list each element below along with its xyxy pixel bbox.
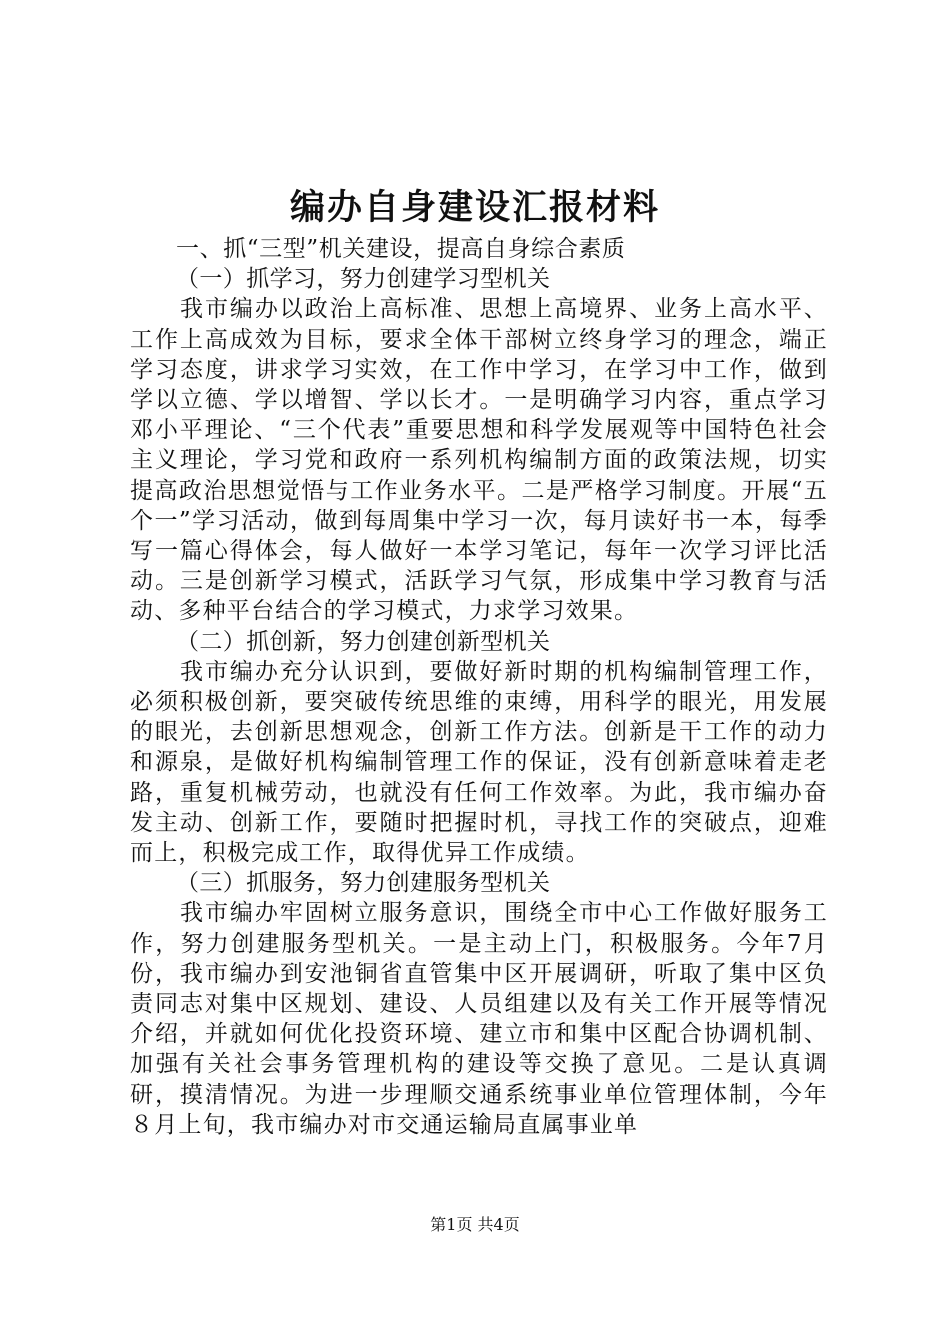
- paragraph-service: 我市编办牢固树立服务意识，围绕全市中心工作做好服务工作，努力创建服务型机关。一是主动上门，积极服务。今年7月份，我市编办到安池铜省直管集中区开展调研，听取了集中区负责同志对集中区规划、建设、人员组建以及有关工作开展等情况介绍，并就如何优化投资环境、建立市和集中区配合协调机制、加强有关社会事务管理机构的建设等交换了意见。二是认真调研，摸清情况。为进一步理顺交通系统事业单位管理体制，今年８月上旬，我市编办对市交通运输局直属事业单: [130, 900, 828, 1138]
- document-body: [130, 234, 828, 1140]
- section-heading-level1: 一、抓“三型”机关建设，提高自身综合素质: [176, 236, 626, 262]
- page-footer-indicator: 第1页 共4页: [430, 1215, 520, 1234]
- subsection-heading-study: （一）抓学习，努力创建学习型机关: [176, 266, 551, 293]
- document-title: 编办自身建设汇报材料: [289, 187, 660, 228]
- subsection-heading-innovation: （二）抓创新，努力创建创新型机关: [176, 628, 551, 655]
- subsection-heading-service: （三）抓服务，努力创建服务型机关: [176, 870, 551, 897]
- paragraph-innovation: 我市编办充分认识到，要做好新时期的机构编制管理工作，必须积极创新，要突破传统思维的束缚，用科学的眼光，用发展的眼光，去创新思想观念，创新工作方法。创新是干工作的动力和源泉，是做好机构编制管理工作的保证，没有创新意味着走老路，重复机械劳动，也就没有任何工作效率。为此，我市编办奋发主动、创新工作，要随时把握时机，寻找工作的突破点，迎难而上，积极完成工作，取得优异工作成绩。: [130, 658, 828, 867]
- paragraph-study: 我市编办以政治上高标准、思想上高境界、业务上高水平、工作上高成效为目标，要求全体干部树立终身学习的理念，端正学习态度，讲求学习实效，在工作中学习，在学习中工作，做到学以立德、学以增智、学以长才。一是明确学习内容，重点学习邓小平理论、“三个代表”重要思想和科学发展观等中国特色社会主义理论，学习党和政府一系列机构编制方面的政策法规，切实提高政治思想觉悟与工作业务水平。二是严格学习制度。开展“五个一”学习活动，做到每周集中学习一次，每月读好书一本，每季写一篇心得体会，每人做好一本学习笔记，每年一次学习评比活动。三是创新学习模式，活跃学习气氛，形成集中学习教育与活动、多种平台结合的学习模式，力求学习效果。: [130, 296, 828, 625]
